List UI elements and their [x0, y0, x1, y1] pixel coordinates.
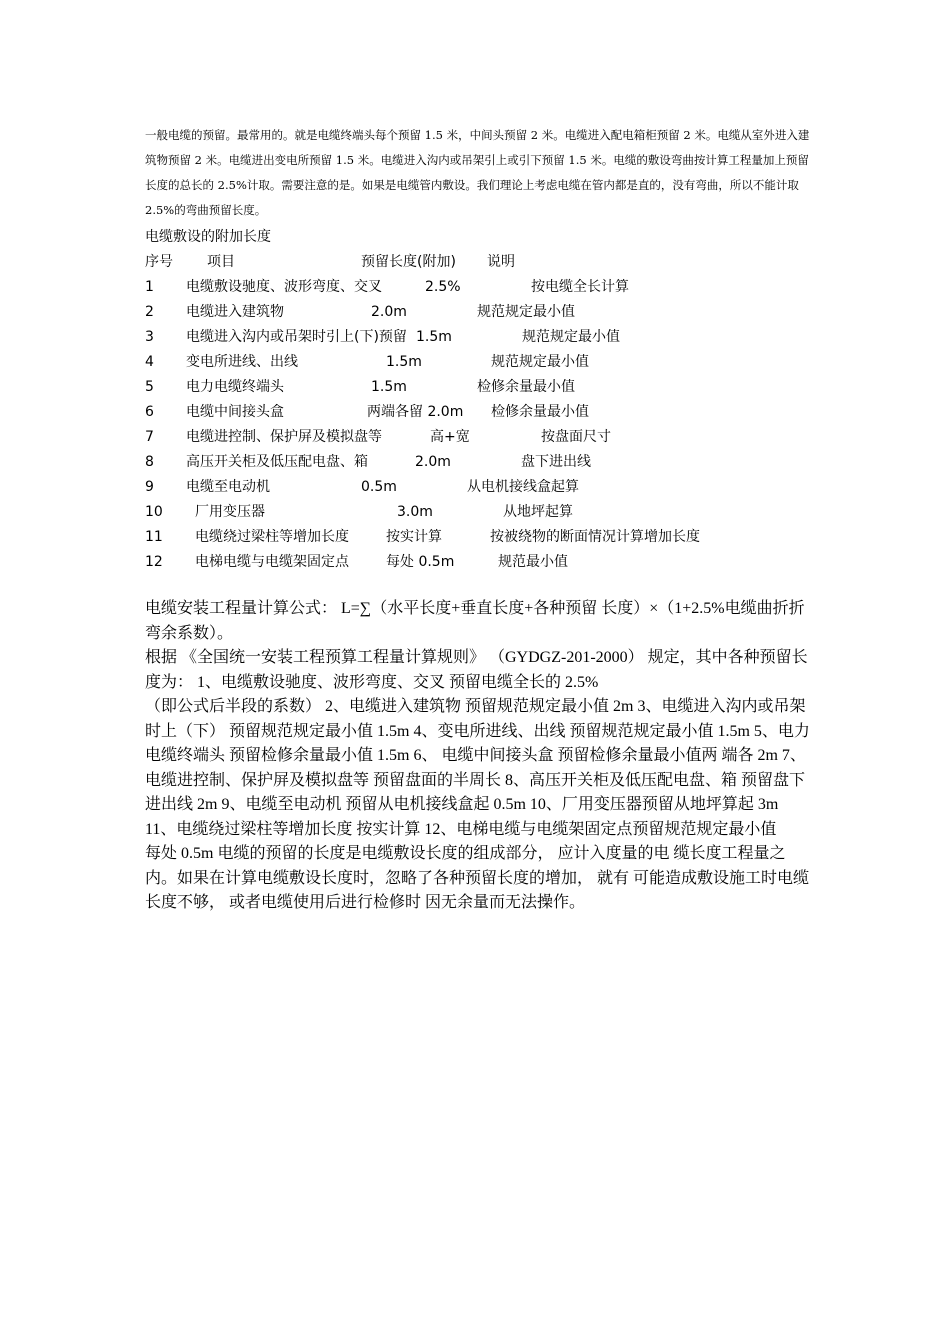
row-length: 2.0m	[415, 454, 451, 470]
row-note: 规范规定最小值	[477, 304, 575, 320]
row-no: 10	[145, 504, 163, 520]
table-title: 电缆敷设的附加长度	[145, 229, 271, 245]
row-length: 3.0m	[397, 504, 433, 520]
row-item: 电梯电缆与电缆架固定点	[195, 554, 349, 570]
row-length: 两端各留 2.0m	[367, 404, 464, 420]
table-row	[0, 427, 950, 447]
row-item: 电力电缆终端头	[186, 379, 284, 395]
rules-paragraph-2: （即公式后半段的系数） 2、电缆进入建筑物 预留规范规定最小值 2m 3、电缆进入沟内或吊架时上（下） 预留规范规定最小值 1.5m 4、变电所进线、出线 预留规范规定最小值 1.5m 5、电力电缆终端头 预留检修余量最小值 1.5m 6、 电缆中间接头盒 预留检修余量最小值两 端各 2m 7、电缆进控制、保护屏及模拟盘等 预留盘面的半周长 8、高压开关柜及低压配电盘、箱 预留盘下进出线 2m 9、电缆至电动机 预留从电机接线盒起 0.5m 10、厂用变压器预留从地坪算起 3m 11、电缆绕过梁柱等增加长度 按实计算 12、电梯电缆与电缆架固定点预留规范规定最小值	[145, 698, 810, 838]
formula-paragraph: 电缆安装工程量计算公式： L=∑（水平长度+垂直长度+各种预留 长度）×（1+2.5%电缆曲折折弯余系数）。	[145, 600, 805, 642]
row-item: 变电所进线、出线	[186, 354, 298, 370]
row-no: 12	[145, 554, 163, 570]
row-length: 1.5m	[416, 329, 452, 345]
row-item: 电缆进入沟内或吊架时引上(下)预留	[186, 329, 407, 345]
table-row	[0, 327, 950, 347]
table-row	[0, 527, 950, 547]
row-note: 检修余量最小值	[477, 379, 575, 395]
header-no: 序号	[145, 254, 173, 270]
row-length: 2.5%	[425, 279, 461, 295]
row-note: 按被绕物的断面情况计算增加长度	[490, 529, 700, 545]
intro-paragraph: 一般电缆的预留。最常用的。就是电缆终端头每个预留 1.5 米，中间头预留 2 米。电缆进入配电箱柜预留 2 米。电缆从室外进入建筑物预留 2 米。电缆进出变电所预留 1.5 米。电缆进入沟内或吊架引上或引下预留 1.5 米。电缆的敷设弯曲按计算工程量加上预留长度的总长的 2.5%计取。需要注意的是。如果是电缆管内敷设。我们理论上考虑电缆在管内都是直的，没有弯曲，所以不能计取 2.5%的弯曲预留长度。	[145, 128, 810, 217]
row-item: 电缆中间接头盒	[186, 404, 284, 420]
header-length: 预留长度(附加)	[361, 254, 456, 270]
row-length: 1.5m	[386, 354, 422, 370]
row-no: 9	[145, 479, 154, 495]
row-item: 电缆绕过梁柱等增加长度	[195, 529, 349, 545]
table-row	[0, 502, 950, 522]
row-length: 按实计算	[386, 529, 442, 545]
formula-section	[145, 597, 810, 916]
row-no: 6	[145, 404, 154, 420]
table-row	[0, 402, 950, 422]
row-no: 3	[145, 329, 154, 345]
row-no: 1	[145, 279, 154, 295]
row-no: 4	[145, 354, 154, 370]
table-header-row	[0, 252, 950, 272]
closing-paragraph: 每处 0.5m 电缆的预留的长度是电缆敷设长度的组成部分， 应计入度量的电 缆长度工程量之内。如果在计算电缆敷设长度时，忽略了各种预留长度的增加， 就有 可能造成敷设施工时电缆长度不够， 或者电缆使用后进行检修时 因无余量而无法操作。	[145, 845, 810, 911]
row-length: 高+宽	[430, 429, 470, 445]
row-note: 规范规定最小值	[522, 329, 620, 345]
row-length: 1.5m	[371, 379, 407, 395]
row-no: 8	[145, 454, 154, 470]
row-note: 规范最小值	[498, 554, 568, 570]
row-note: 按电缆全长计算	[531, 279, 629, 295]
table-row	[0, 277, 950, 297]
table-row	[0, 477, 950, 497]
row-item: 厂用变压器	[195, 504, 265, 520]
row-note: 规范规定最小值	[491, 354, 589, 370]
row-item: 高压开关柜及低压配电盘、箱	[186, 454, 368, 470]
table-row	[0, 552, 950, 572]
table-row	[0, 377, 950, 397]
row-length: 每处 0.5m	[386, 554, 455, 570]
row-item: 电缆进控制、保护屏及模拟盘等	[186, 429, 382, 445]
header-item: 项目	[207, 254, 235, 270]
row-no: 2	[145, 304, 154, 320]
row-no: 11	[145, 529, 163, 545]
rules-paragraph-1: 根据 《全国统一安装工程预算工程量计算规则》 （GYDGZ-201-2000） 规定，其中各种预留长度为： 1、电缆敷设驰度、波形弯度、交叉 预留电缆全长的 2.5%	[145, 649, 808, 691]
table-row	[0, 352, 950, 372]
row-length: 0.5m	[361, 479, 397, 495]
row-note: 检修余量最小值	[491, 404, 589, 420]
row-item: 电缆至电动机	[186, 479, 270, 495]
row-no: 5	[145, 379, 154, 395]
table-row	[0, 302, 950, 322]
row-item: 电缆敷设驰度、波形弯度、交叉	[186, 279, 382, 295]
row-note: 按盘面尺寸	[541, 429, 611, 445]
row-note: 盘下进出线	[521, 454, 591, 470]
row-item: 电缆进入建筑物	[186, 304, 284, 320]
row-no: 7	[145, 429, 154, 445]
header-note: 说明	[487, 254, 515, 270]
table-row	[0, 452, 950, 472]
row-length: 2.0m	[371, 304, 407, 320]
row-note: 从电机接线盒起算	[467, 479, 579, 495]
row-note: 从地坪起算	[503, 504, 573, 520]
